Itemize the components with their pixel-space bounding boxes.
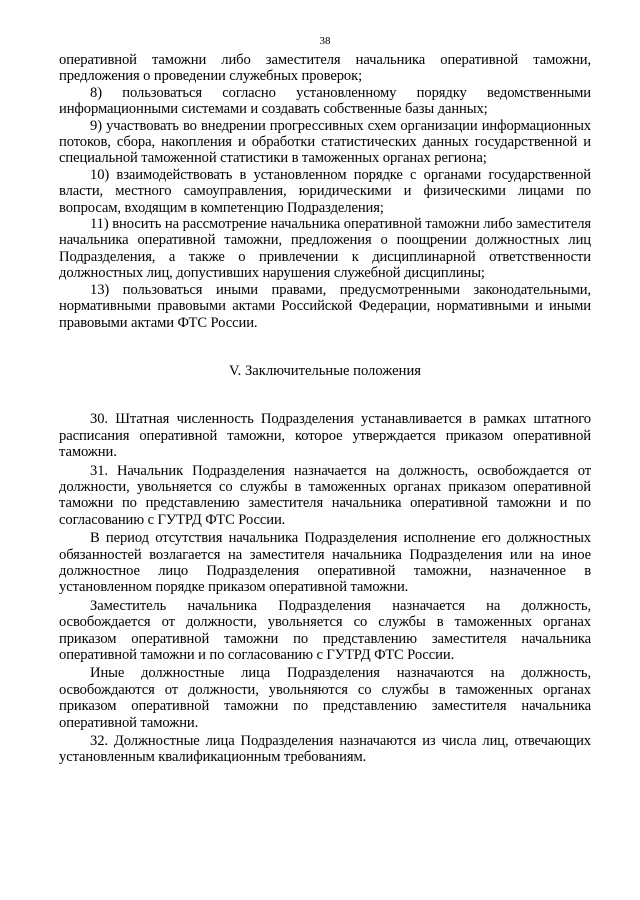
paragraph-item-30: 30. Штатная численность Подразделения устанавливается в рамках штатного расписания оперативной таможни, которое утверждается приказом оперативной таможни. — [59, 411, 591, 461]
section-heading: V. Заключительные положения — [229, 362, 421, 379]
paragraph-absence: В период отсутствия начальника Подразделения исполнение его должностных обязанностей возлагается на заместителя начальника Подразделения или на иное должностное лицо Подразделения оперативной таможни, назначенное в установленном порядке приказом оперативной таможни. — [59, 530, 591, 596]
paragraph-other-officials: Иные должностные лица Подразделения назначаются на должность, освобождаются от должности, увольняются со службы в таможенных органах приказом оперативной таможни по представлению заместителя начальника оперативной таможни. — [59, 665, 591, 731]
page-number: 38 — [319, 35, 331, 47]
paragraph-item-13: 13) пользоваться иными правами, предусмотренными законодательными, нормативными правовыми актами Российской Федерации, нормативными и иными правовыми актами ФТС России. — [59, 281, 591, 331]
paragraph-item-8: 8) пользоваться согласно установленному порядку ведомственными информационными системами и создавать собственные базы данных; — [59, 84, 591, 118]
paragraph-item-32: 32. Должностные лица Подразделения назначаются из числа лиц, отвечающих установленным квалификационным требованиям. — [59, 733, 591, 766]
paragraph-item-31: 31. Начальник Подразделения назначается на должность, освобождается от должности, увольняется со службы в таможенных органах приказом оперативной таможни по представлению заместителя начальника оперативной таможни и по согласованию с ГУТРД ФТС России. — [59, 462, 591, 528]
paragraph-item-10: 10) взаимодействовать в установленном порядке с органами государственной власти, местного самоуправления, юридическими и физическими лицами по вопросам, входящим в компетенцию Подразделения; — [59, 166, 591, 216]
paragraph-deputy: Заместитель начальника Подразделения назначается на должность, освобождается от должности, увольняется со службы в таможенных органах приказом оперативной таможни по представлению заместителя начальника оперативной таможни и по согласованию с ГУТРД ФТС России. — [59, 597, 591, 663]
document-page — [59, 34, 591, 766]
paragraph-item-11: 11) вносить на рассмотрение начальника оперативной таможни либо заместителя начальника оперативной таможни, предложения о поощрении должностных лиц Подразделения, а также о привлечении к дисциплинарной ответственности должностных лиц, допустивших нарушения служебной дисциплины; — [59, 216, 591, 282]
paragraph-continuation: оперативной таможни либо заместителя начальника оперативной таможни, предложения о проведении служебных проверок; — [59, 52, 591, 85]
paragraph-item-9: 9) участвовать во внедрении прогрессивных схем организации информационных потоков, сбора, накопления и обработки статистических данных государственной и специальной таможенной статистики в таможенных органах региона; — [59, 117, 591, 167]
